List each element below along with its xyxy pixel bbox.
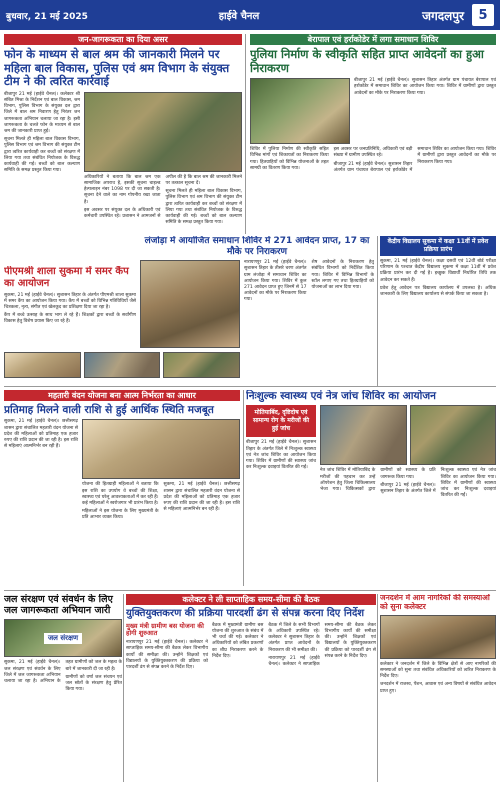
story-headline: पुलिया निर्माण के स्वीकृति सहित प्राप्त आवेदनों का हुआ निराकरण <box>250 47 484 75</box>
story-child-labour: जन-जागरूकता का दिया असर फोन के माध्यम से बाल श्रम की जानकारी मिलने पर महिला बाल विकास, पुलिस एवं श्रम विभाग के संयुक्त टीम ने की त्वरित कार्रवाई बीजापुर 21 मई (हाईवे चैनल)। कलेक्टर श्री संबित मिश्रा के निर्देशन एवं बाल विकास, श्रम विभाग, पुलिस विभाग के संयुक्त दल द्वारा जिले में बाल श्रम निवारण हेतु निरंतर जन जागरूकता अभियान चलाया जा रहा है। इसी जागरूकता के चलते फोन के माध्यम से बाल श्रम की जानकारी प्राप्त हुई। सूचना मिलते ही महिला बाल विकास विभाग, पुलिस विभाग एवं श्रम विभाग की संयुक्त टीम द्वारा त्वरित कार्यवाही कर बच्चों को संरक्षण में लिया गया तथा संबंधित नियोजक के विरुद्ध कार्यवाही की गई। बच्चों को बाल कल्याण समिति के समक्ष प्रस्तुत किया गया। अधिकारियों ने बताया कि बाल श्रम एक सामाजिक अपराध है, इसकी सूचना चाइल्ड हेल्पलाइन नंबर 1098 पर दी जा सकती है। सूचना देने वाले का नाम गोपनीय रखा जाता है। इस अवसर पर संयुक्त दल के अधिकारी एवं कर्मचारी उपस्थित रहे। प्रशासन ने आमजनों से अपील की है कि बाल श्रम की जानकारी मिलने पर तत्काल सूचना दें। सूचना मिलते ही महिला बाल विकास विभाग, पुलिस विभाग एवं श्रम विभाग की संयुक्त टीम द्वारा त्वरित कार्यवाही कर बच्चों को संरक्षण में लिया गया तथा संबंधित नियोजक के विरुद्ध कार्यवाही की गई। बच्चों को बाल कल्याण समिति के समक्ष प्रस्तुत किया गया। <box>4 35 242 226</box>
section-band: महतारी वंदन योजना बना आत्म निर्भरता का आधार <box>4 390 240 401</box>
story-mahtari-vandan: महतारी वंदन योजना बना आत्म निर्भरता का आधार प्रतिमाह मिलने वाली राशि से हुई आर्थिक स्थिति मजबूत सुकमा, 21 मई (हाईवे चैनल)। छत्तीसगढ़ शासन द्वारा संचालित महतारी वंदन योजना से प्रदेश की महिलाओं को प्रतिमाह एक हजार रुपए की राशि प्रदान की जा रही है। इस राशि से महिलाएं आत्मनिर्भर बन रही हैं। योजना की हितग्राही महिलाओं ने बताया कि इस राशि का उपयोग वे बच्चों की शिक्षा, स्वास्थ्य एवं घरेलू आवश्यकताओं में कर रही हैं। कई महिलाओं ने स्वरोजगार भी प्रारंभ किया है। महिलाओं ने इस योजना के लिए मुख्यमंत्री के प्रति आभार व्यक्त किया। सुकमा, 21 मई (हाईवे चैनल)। छत्तीसगढ़ शासन द्वारा संचालित महतारी वंदन योजना से प्रदेश की महिलाओं को प्रतिमाह एक हजार रुपए की राशि प्रदान की जा रही है। इस राशि से महिलाएं आत्मनिर्भर बन रही हैं। <box>4 391 240 521</box>
story-health-camp: निःशुल्क स्वास्थ्य एवं नेत्र जांच शिविर का आयोजन मोतियाबिंद, दृष्टिदोष एवं सामान्य रोग के मरीजों की हुई जांच बीजापुर 21 मई (हाईवे चैनल)। सुशासन तिहार के अंतर्गत जिले में निःशुल्क स्वास्थ्य एवं नेत्र जांच शिविर का आयोजन किया गया। शिविर में ग्रामीणों की स्वास्थ्य जांच कर निःशुल्क दवाइयां वितरित की गईं। नेत्र जांच शिविर में मोतियाबिंद के मरीजों की पहचान कर उन्हें ऑपरेशन हेतु जिला चिकित्सालय भेजा गया। चिकित्सकों द्वारा ग्रामीणों को स्वास्थ्य के प्रति जागरूक किया गया। बीजापुर 21 मई (हाईवे चैनल)। सुशासन तिहार के अंतर्गत जिले में निःशुल्क स्वास्थ्य एवं नेत्र जांच शिविर का आयोजन किया गया। शिविर में ग्रामीणों की स्वास्थ्य जांच कर निःशुल्क दवाइयां वितरित की गईं। <box>246 390 496 499</box>
paper-name: हाईवे चैनल <box>218 11 260 22</box>
story-culvert: बेरापाल एवं हर्राकोडेर में लगा समाधान शिविर पुलिया निर्माण के स्वीकृति सहित प्राप्त आवेदनों का हुआ निराकरण बीजापुर 21 मई (हाईवे चैनल)। सुशासन तिहार अंतर्गत ग्राम पंचायत बेरापाल एवं हर्राकोडेर में समाधान शिविर का आयोजन किया गया। शिविर में ग्रामीणों द्वारा प्रस्तुत आवेदनों का मौके पर निराकरण किया गया। शिविर में पुलिया निर्माण की स्वीकृति सहित विभिन्न मांगों एवं शिकायतों का निराकरण किया गया। हितग्राहियों को विभिन्न योजनाओं के तहत सामग्री का वितरण किया गया। इस अवसर पर जनप्रतिनिधि, अधिकारी एवं बड़ी संख्या में ग्रामीण उपस्थित रहे। बीजापुर 21 मई (हाईवे चैनल)। सुशासन तिहार अंतर्गत ग्राम पंचायत बेरापाल एवं हर्राकोडेर में समाधान शिविर का आयोजन किया गया। शिविर में ग्रामीणों द्वारा प्रस्तुत आवेदनों का मौके पर निराकरण किया गया। <box>250 35 496 173</box>
story-photo <box>380 615 496 659</box>
story-summer-camp: पीएमश्री शाला सुकमा में समर कैंप का आयोजन सुकमा, 21 मई (हाईवे चैनल)। सुशासन तिहार के अंतर्गत पीएमश्री शाला सुकमा में समर कैंप का आयोजन किया गया। कैंप में बच्चों को विभिन्न गतिविधियों जैसे चित्रकला, नृत्य, संगीत एवं खेलकूद का प्रशिक्षण दिया जा रहा है। कैंप में बच्चे उत्साह के साथ भाग ले रहे हैं। शिक्षकों द्वारा बच्चों के सर्वांगीण विकास हेतु विशेष प्रयास किए जा रहे हैं। <box>4 266 136 325</box>
story-photo <box>140 260 240 348</box>
story-photo <box>84 92 242 172</box>
story-headline: लंजोड़ा में आयोजित समाधान शिविर में 271 आवेदन प्राप्त, 17 का मौके पर निराकरण <box>144 236 370 257</box>
issue-date: बुधवार, 21 मई 2025 <box>6 11 88 22</box>
story-headline: जल संरक्षण एवं संवर्धन के लिए जल जागरूकता अभियान जारी <box>4 594 113 617</box>
story-photo <box>250 78 350 144</box>
story-headline: जनदर्शन में आम नागरिकों की समस्याओं को सुना कलेक्टर <box>380 594 490 611</box>
masthead <box>0 0 500 30</box>
story-headline: पीएमश्री शाला सुकमा में समर कैंप का आयोजन <box>4 266 129 289</box>
section-band: केंद्रीय विद्यालय सुकमा में कक्षा 11वीं में प्रवेश प्रक्रिया प्रारंभ <box>380 236 496 256</box>
story-water-conservation: जल संरक्षण एवं संवर्धन के लिए जल जागरूकता अभियान जारी जल संरक्षण सुकमा, 21 मई (हाईवे चैनल)। जल संरक्षण एवं संवर्धन के लिए जिले में जल जागरूकता अभियान चलाया जा रहा है। अभियान के तहत ग्रामीणों को जल के महत्व के बारे में जानकारी दी जा रही है। ग्रामीणों को वर्षा जल संचयन एवं जल स्रोतों के संरक्षण हेतु प्रेरित किया गया। <box>4 594 122 693</box>
story-body: बीजापुर 21 मई (हाईवे चैनल)। कलेक्टर श्री संबित मिश्रा के निर्देशन एवं बाल विकास, श्रम विभाग, पुलिस विभाग के संयुक्त दल द्वारा जिले में बाल श्रम निवारण हेतु निरंतर जन जागरूकता अभियान चलाया जा रहा है। इसी जागरूकता के चलते फोन के माध्यम से बाल श्रम की जानकारी प्राप्त हुई। सूचना मिलते ही महिला बाल विकास विभाग, पुलिस विभाग एवं श्रम विभाग की संयुक्त टीम द्वारा त्वरित कार्यवाही कर बच्चों को संरक्षण में लिया गया तथा संबंधित नियोजक के विरुद्ध कार्यवाही की गई। बच्चों को बाल कल्याण समिति के समक्ष प्रस्तुत किया गया। <box>4 91 80 174</box>
story-subhead: मुख्य मंत्री ग्रामीण बस योजना की होगी शुरुआत <box>126 621 204 638</box>
story-photo <box>320 405 407 465</box>
story-photo <box>410 405 497 465</box>
story-graphic: जल संरक्षण <box>4 619 122 657</box>
story-lanjoda-camp: लंजोड़ा में आयोजित समाधान शिविर में 271 आवेदन प्राप्त, 17 का मौके पर निराकरण नारायणपुर 21 मई (हाईवे चैनल)। सुशासन तिहार के तीसरे चरण अंतर्गत ग्राम लंजोड़ा में समाधान शिविर का आयोजन किया गया। शिविर में कुल 271 आवेदन प्राप्त हुए जिनमें से 17 आवेदनों का मौके पर निराकरण किया गया। शेष आवेदनों के निराकरण हेतु संबंधित विभागों को निर्देशित किया गया। शिविर में विभिन्न विभागों के स्टॉल लगाए गए तथा हितग्राहियों को योजनाओं का लाभ दिया गया। <box>140 236 374 358</box>
story-headline: युक्तियुक्तकरण की प्रक्रिया पारदर्शी ढंग से संपन्न करना दिए निर्देश <box>126 608 365 619</box>
story-photo <box>82 419 240 479</box>
story-kv-admission: केंद्रीय विद्यालय सुकमा में कक्षा 11वीं में प्रवेश प्रक्रिया प्रारंभ सुकमा, 21 मई (हाईवे चैनल)। कक्षा दसवीं एवं 12वीं बोर्ड परीक्षा परिणाम के पश्चात केंद्रीय विद्यालय सुकमा में कक्षा 11वीं में प्रवेश प्रक्रिया प्रारंभ कर दी गई है। इच्छुक विद्यार्थी निर्धारित तिथि तक आवेदन कर सकते हैं। प्रवेश हेतु आवेदन पत्र विद्यालय कार्यालय में उपलब्ध है। अधिक जानकारी के लिए विद्यालय कार्यालय से संपर्क किया जा सकता है। <box>380 238 496 298</box>
story-headline: निःशुल्क स्वास्थ्य एवं नेत्र जांच शिविर का आयोजन <box>246 390 436 402</box>
page-number: 5 <box>472 4 494 26</box>
edition-city: जगदलपुर <box>422 8 464 23</box>
section-band: जन-जागरूकता का दिया असर <box>4 34 242 45</box>
story-collector-meeting: कलेक्टर ने ली साप्ताहिक समय-सीमा की बैठक युक्तियुक्तकरण की प्रक्रिया पारदर्शी ढंग से संपन्न करना दिए निर्देश मुख्य मंत्री ग्रामीण बस योजना की होगी शुरुआत नारायणपुर 21 मई (हाईवे चैनल)। कलेक्टर ने साप्ताहिक समय-सीमा की बैठक लेकर विभागीय कार्यों की समीक्षा की। उन्होंने शिक्षकों एवं विद्यालयों के युक्तियुक्तकरण की प्रक्रिया को पारदर्शी ढंग से संपन्न करने के निर्देश दिए। बैठक में मुख्यमंत्री ग्रामीण बस योजना की शुरुआत के संबंध में भी चर्चा की गई। कलेक्टर ने अधिकारियों को लंबित प्रकरणों का शीघ्र निराकरण करने के निर्देश दिए। बैठक में जिले के सभी विभागों के अधिकारी उपस्थित रहे। कलेक्टर ने सुशासन तिहार के अंतर्गत प्राप्त आवेदनों के निराकरण की भी समीक्षा की। नारायणपुर 21 मई (हाईवे चैनल)। कलेक्टर ने साप्ताहिक समय-सीमा की बैठक लेकर विभागीय कार्यों की समीक्षा की। उन्होंने शिक्षकों एवं विद्यालयों के युक्तियुक्तकरण की प्रक्रिया को पारदर्शी ढंग से संपन्न करने के निर्देश दिए। <box>126 595 376 670</box>
story-headline: फोन के माध्यम से बाल श्रम की जानकारी मिलने पर महिला बाल विकास, पुलिस एवं श्रम विभाग के संयुक्त टीम ने की त्वरित कार्रवाई <box>4 47 230 89</box>
summer-camp-photos <box>4 352 240 378</box>
section-band: कलेक्टर ने ली साप्ताहिक समय-सीमा की बैठक <box>126 594 376 605</box>
story-headline: प्रतिमाह मिलने वाली राशि से हुई आर्थिक स्थिति मजबूत <box>4 404 214 416</box>
story-jandarshan: जनदर्शन में आम नागरिकों की समस्याओं को सुना कलेक्टर कलेक्टर ने जनदर्शन में जिले के विभिन्न क्षेत्रों से आए नागरिकों की समस्याओं को सुना तथा संबंधित अधिकारियों को त्वरित निराकरण के निर्देश दिए। जनदर्शन में राजस्व, पेंशन, आवास एवं अन्य विषयों से संबंधित आवेदन प्राप्त हुए। <box>380 594 496 694</box>
callout-box: मोतियाबिंद, दृष्टिदोष एवं सामान्य रोग के मरीजों की हुई जांच <box>246 405 316 437</box>
section-band: बेरापाल एवं हर्राकोडेर में लगा समाधान शिविर <box>250 34 496 45</box>
